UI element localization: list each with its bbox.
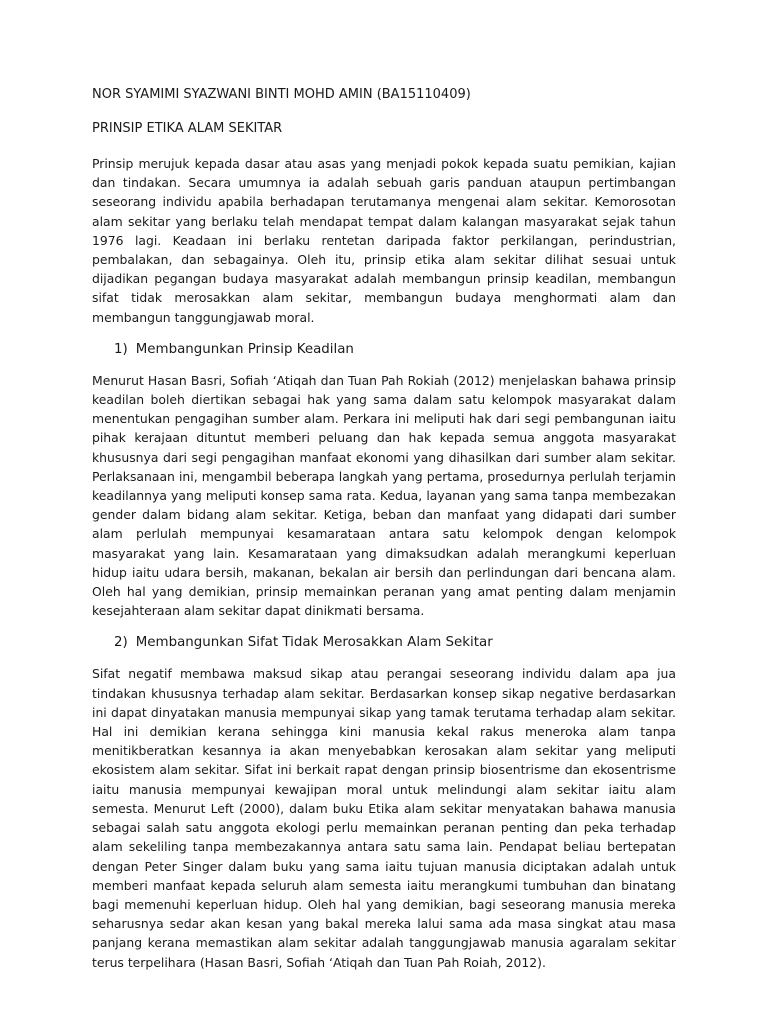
section-title: Membangunkan Sifat Tidak Merosakkan Alam Sekitar: [135, 635, 493, 651]
document-page: [92, 86, 676, 972]
section-number: 1): [114, 341, 128, 357]
intro-paragraph: Prinsip merujuk kepada dasar atau asas yang menjadi pokok kepada suatu pemikian, kajian dan tindakan. Secara umumnya ia adalah sebuah garis panduan ataupun pertimbangan seseorang individu apabila berhadapan terutamanya mengenai alam sekitar. Kemorosotan alam sekitar yang berlaku telah mendapat tempat dalam kalangan masyarakat sejak tahun 1976 lagi. Keadaan ini berlaku rentetan daripada faktor perkilangan, perindustrian, pembalakan, dan sebagainya. Oleh itu, prinsip etika alam sekitar dilihat sesuai untuk dijadikan pegangan budaya masyarakat adalah membangun prinsip keadilan, membangun sifat tidak merosakkan alam sekitar, membangun budaya menghormati alam dan membangun tanggungjawab moral.: [92, 156, 676, 325]
section-heading-1: [92, 340, 676, 360]
author-line: NOR SYAMIMI SYAZWANI BINTI MOHD AMIN (BA15110409): [92, 87, 471, 102]
section-title: Membangunkan Prinsip Keadilan: [135, 341, 354, 357]
section-heading-2: [92, 633, 676, 653]
document-title: PRINSIP ETIKA ALAM SEKITAR: [92, 121, 283, 136]
section-1-paragraph: Menurut Hasan Basri, Sofiah ‘Atiqah dan Tuan Pah Rokiah (2012) menjelaskan bahawa prinsip keadilan boleh diertikan sebagai hak yang sama dalam satu kelompok masyarakat dalam menentukan pengagihan sumber alam. Perkara ini meliputi hak dari segi pembangunan iaitu pihak kerajaan dituntut memberi peluang dan hak kepada semua anggota masyarakat khususnya dari segi pengagihan manfaat ekonomi yang dihasilkan dari sumber alam sekitar. Perlaksanaan ini, mengambil beberapa langkah yang pertama, prosedurnya perlulah terjamin keadilannya yang meliputi konsep sama rata. Kedua, layanan yang sama tanpa membezakan gender dalam bidang alam sekitar. Ketiga, beban dan manfaat yang didapati dari sumber alam perlulah mempunyai kesamarataan antara satu kelompok dengan kelompok masyarakat yang lain. Kesamarataan yang dimaksudkan adalah merangkumi keperluan hidup iaitu udara bersih, makanan, bekalan air bersih dan perlindungan dari bencana alam. Oleh hal yang demikian, prinsip memainkan peranan yang amat penting dalam menjamin kesejahteraan alam sekitar dapat dinikmati bersama.: [92, 372, 676, 619]
section-number: 2): [114, 635, 128, 651]
section-2-paragraph: Sifat negatif membawa maksud sikap atau perangai seseorang individu dalam apa jua tindakan khususnya terhadap alam sekitar. Berdasarkan konsep sikap negative berdasarkan ini dapat dinyatakan manusia mempunyai sikap yang tamak terutama terhadap alam sekitar. Hal ini demikian kerana sehingga kini manusia kekal rakus meneroka alam tanpa menitikberatkan kesannya ia akan menyebabkan kerosakan alam sekitar yang meliputi ekosistem alam sekitar. Sifat ini berkait rapat dengan prinsip biosentrisme dan ekosentrisme iaitu manusia mempunyai kewajipan moral untuk melindungi alam sekitar iaitu alam semesta. Menurut Left (2000), dalam buku Etika alam sekitar menyatakan bahawa manusia sebagai salah satu anggota ekologi perlu memainkan peranan penting dan peka terhadap alam sekeliling tanpa membezakannya antara satu sama lain. Pendapat beliau bertepatan dengan Peter Singer dalam buku yang sama iaitu tujuan manusia diciptakan adalah untuk memberi manfaat kepada seluruh alam semesta iaitu merangkumi tumbuhan dan binatang bagi memenuhi keperluan hidup. Oleh hal yang demikian, bagi seseorang manusia mereka seharusnya sedar akan kesan yang bakal mereka lalui sama ada masa singkat atau masa panjang kerana memastikan alam sekitar adalah tanggungjawab manusia agaralam sekitar terus terpelihara (Hasan Basri, Sofiah ‘Atiqah dan Tuan Pah Roiah, 2012).: [92, 666, 676, 970]
